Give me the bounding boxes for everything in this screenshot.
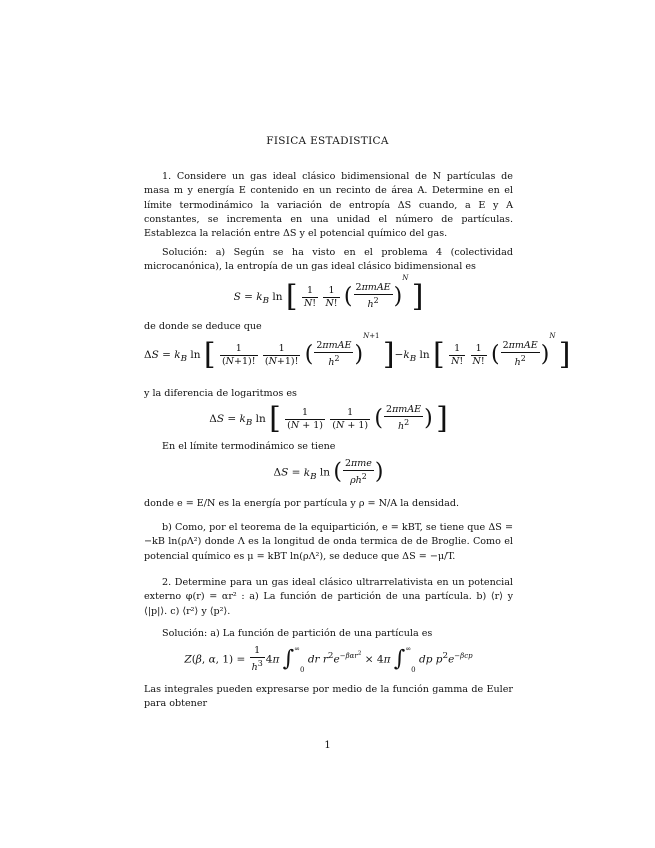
equation-delta-s-full: $\Delta S = k_B$ ln [ $\frac{1}{(N+1)!}$ $\frac{1}{(N+1)!}$ ( $\frac{\text{2πmAE}}{h^2}$ )$^{N+1}$ ]$-k_B$ ln [ $\frac{1}{N!}$ $\frac{1}{N!}$ ( $\frac{\text{2πmAE}}{h^2}$ )$^N$ ]: [144, 332, 571, 372]
equation-entropy: $S = k_B$ ln [ $\frac{1}{N!}$ $\frac{1}{N!}$ ( $\frac{\text{2πmAE}}{h^2}$ )$^N$ ]: [233, 274, 424, 314]
page-number: 1: [324, 740, 331, 751]
problem-1-statement: 1. Considere un gas ideal clásico bidimensional de N partículas de masa m y energía E contenido en un recinto de área A. Determine en el límite termodinámico la variación de entropía ΔS cuando, a E y A constantes, se incrementa en una unidad el número de partículas. Establezca la relación entre ΔS y el potencial químico del gas.: [144, 171, 513, 240]
problem-2-statement: 2. Determine para un gas ideal clásico ultrarrelativista en un potencial externo φ(r) = αr² : a) La función de partición de una partícula. b) ⟨r⟩ y ⟨|p|⟩. c) ⟨r²⟩ y ⟨p²⟩.: [144, 577, 513, 617]
equation-partition-function: Z(β, α, 1) = $\frac{1}{h^3}$ 4π ∫∞0 dr $r^2e^{-\beta\alpha r^2} \times 4\pi$ ∫∞0 dp $p^2e^{-\beta cp}$: [184, 645, 473, 675]
equation-delta-s-diff: $\Delta S = k_B$ ln [ $\frac{1}{(N + 1)}$ $\frac{1}{(N + 1)}$ ( $\frac{\text{2πmAE}}{h^2}$ ) ]: [209, 401, 448, 436]
text-final: Las integrales pueden expresarse por medio de la función gamma de Euler para obtener: [144, 684, 513, 710]
text-where: donde e = E/N es la energía por partícula y ρ = N/A la densidad.: [144, 498, 460, 509]
solution-1-b: b) Como, por el teorema de la equipartición, e = kBT, se tiene que ΔS = −kB ln(ρΛ²) donde Λ es la longitud de onda termica de de Broglie. Como el potencial químico es μ = kBT ln(ρΛ²), se deduce que ΔS = −μ/T.: [144, 522, 513, 562]
page-title: FISICA ESTADISTICA: [266, 135, 389, 147]
text-limit: En el límite termodinámico se tiene: [162, 441, 336, 452]
solution-1-intro: Solución: a) Según se ha visto en el problema 4 (colectividad microcanónica), la entropía de un gas ideal clásico bidimensional es: [144, 247, 513, 273]
text-deduce: de donde se deduce que: [144, 321, 262, 332]
equation-delta-s-limit: $\Delta S = k_B$ ln ( $\frac{\text{2πme}}{\rho h^2}$ ): [273, 458, 384, 487]
solution-2-intro: Solución: a) La función de partición de una partícula es: [162, 628, 433, 639]
text-diff: y la diferencia de logaritmos es: [144, 388, 297, 399]
